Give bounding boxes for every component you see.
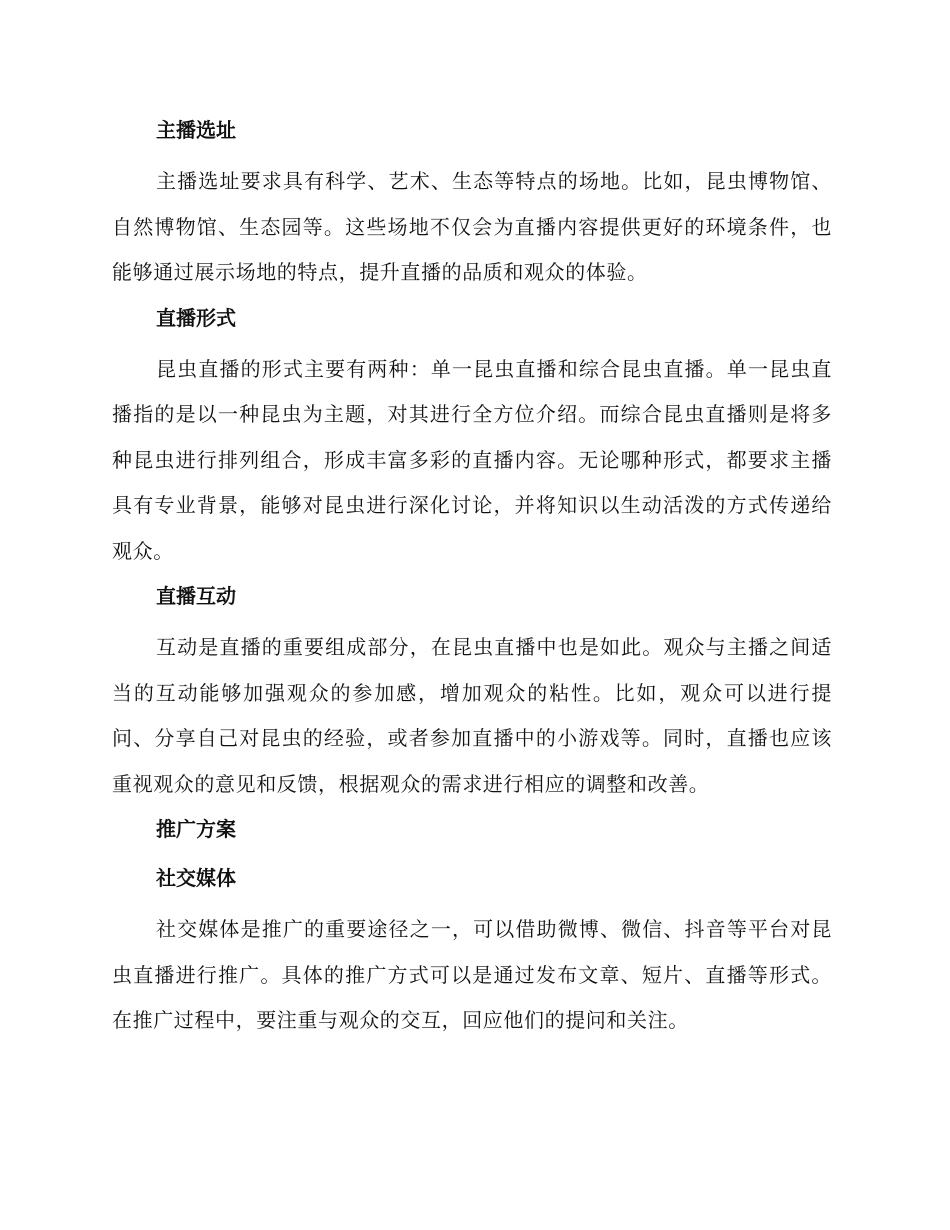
section-paragraph-social-media: 社交媒体是推广的重要途径之一，可以借助微博、微信、抖音等平台对昆虫直播进行推广。具体的推广方式可以是通过发布文章、短片、直播等形式。在推广过程中，要注重与观众的交互，回应他们的提问和关注。 (112, 917, 832, 1032)
section-heading-live-interaction: 直播互动 (156, 584, 236, 608)
section-heading-social-media: 社交媒体 (156, 866, 236, 890)
document-page (112, 108, 832, 1052)
section-paragraph-live-interaction: 互动是直播的重要组成部分，在昆虫直播中也是如此。观众与主播之间适当的互动能够加强观众的参加感，增加观众的粘性。比如，观众可以进行提问、分享自己对昆虫的经验，或者参加直播中的小游戏等。同时，直播也应该重视观众的意见和反馈，根据观众的需求进行相应的调整和改善。 (112, 635, 832, 796)
section-paragraph-anchor-location: 主播选址要求具有科学、艺术、生态等特点的场地。比如，昆虫博物馆、自然博物馆、生态园等。这些场地不仅会为直播内容提供更好的环境条件，也能够通过展示场地的特点，提升直播的品质和观众的体验。 (112, 169, 832, 284)
section-heading-live-format: 直播形式 (156, 305, 236, 330)
section-heading-anchor-location: 主播选址 (156, 118, 236, 142)
section-heading-promotion-plan: 推广方案 (156, 817, 236, 841)
section-paragraph-live-format: 昆虫直播的形式主要有两种：单一昆虫直播和综合昆虫直播。单一昆虫直播指的是以一种昆虫为主题，对其进行全方位介绍。而综合昆虫直播则是将多种昆虫进行排列组合，形成丰富多彩的直播内容。无论哪种形式，都要求主播具有专业背景，能够对昆虫进行深化讨论，并将知识以生动活泼的方式传递给观众。 (112, 356, 832, 563)
